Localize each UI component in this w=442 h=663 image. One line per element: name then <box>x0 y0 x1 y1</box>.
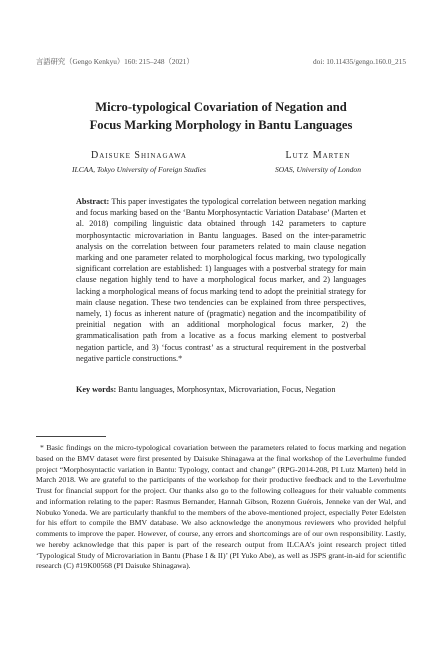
keywords <box>76 384 366 395</box>
keywords-text: Bantu languages, Morphosyntax, Microvariation, Focus, Negation <box>118 385 336 394</box>
author-affiliation: ILCAA, Tokyo University of Foreign Studies <box>71 165 206 174</box>
title-line-1: Micro-typological Covariation of Negation and <box>95 100 347 114</box>
author-block <box>36 150 406 174</box>
author-2 <box>243 150 393 174</box>
author-affiliation: SOAS, University of London <box>274 165 362 174</box>
abstract-text: This paper investigates the typological correlation between negation marking and focus marking based on the ‘Bantu Morphosyntactic Variation Database’ (Marten et al. 2018) compiling linguistic data obtained through 142 parameters to capture morphosyntactic microvariation in Bantu languages. Based on the inter-parametric analysis on the correlation between four parameters related to main clause negation marking and one parameter related to morphological focus marking, two typologically significant correlation are established: 1) languages with a postverbal strategy for main clause negation highly tend to have a morphological focus marker, and 2) languages lacking a morphological means of focus marking tend to adopt the preinitial strategy for main clause negation. These two tendencies can be explained from three perspectives, namely, 1) focus as inherent nature of (pragmatic) negation and the incompatibility of preinitial negation with an additional morphological focus marker, 2) the grammaticalisation path from a locative as a focus marking element to postverbal negation particle, and 3) ‘focus contrast’ as a structural requirement in the postverbal negative particle constructions.* <box>76 197 366 363</box>
journal-citation: 言語研究（Gengo Kenkyu）160: 215–248（2021） <box>36 57 194 66</box>
running-header <box>36 57 406 67</box>
author-name: Lutz Marten <box>285 150 351 161</box>
abstract-label: Abstract: <box>76 197 110 206</box>
doi: doi: 10.11435/gengo.160.0_215 <box>313 57 406 66</box>
author-1 <box>49 150 229 174</box>
author-name: Daisuke Shinagawa <box>91 150 187 161</box>
paper-title <box>36 98 406 134</box>
footnote-divider <box>36 436 106 437</box>
keywords-label: Key words: <box>76 385 117 394</box>
footnote: * Basic findings on the micro-typological covariation between the parameters related to focus marking and negation based on the BMV dataset were first presented by Daisuke Shinagawa at the final workshop of the Leverhulme funded project “Morphosyntactic variation in Bantu: Typology, contact and change” (RPG-2014-208, PI Lutz Marten) held in March 2018. We are grateful to the participants of the workshop for their productive feedback and to the Leverhulme Trust for financial support for the project. Our thanks also go to the following colleagues for their valuable comments and information relating to the paper: Rasmus Bernander, Hannah Gibson, Rozenn Guérois, Jenneke van der Wal, and Nobuko Yoneda. We are particularly thankful to the members of the above-mentioned project, especially Peter Edelsten for his effort to compile the BMV database. We also acknowledge the anonymous reviewers who provided helpful comments to improve the paper. However, of course, any errors and shortcomings are of our own responsibility. Lastly, we hereby acknowledge that this paper is part of the research output from ILCAA’s joint research project titled ‘Typological Study of Microvariation in Bantu (Phase I & II)’ (PI Yuko Abe), as well as JSPS grant-in-aid for scientific research (C) #19K00568 (PI Daisuke Shinagawa). <box>36 443 406 571</box>
abstract <box>76 196 366 364</box>
title-line-2: Focus Marking Morphology in Bantu Languages <box>89 118 353 132</box>
